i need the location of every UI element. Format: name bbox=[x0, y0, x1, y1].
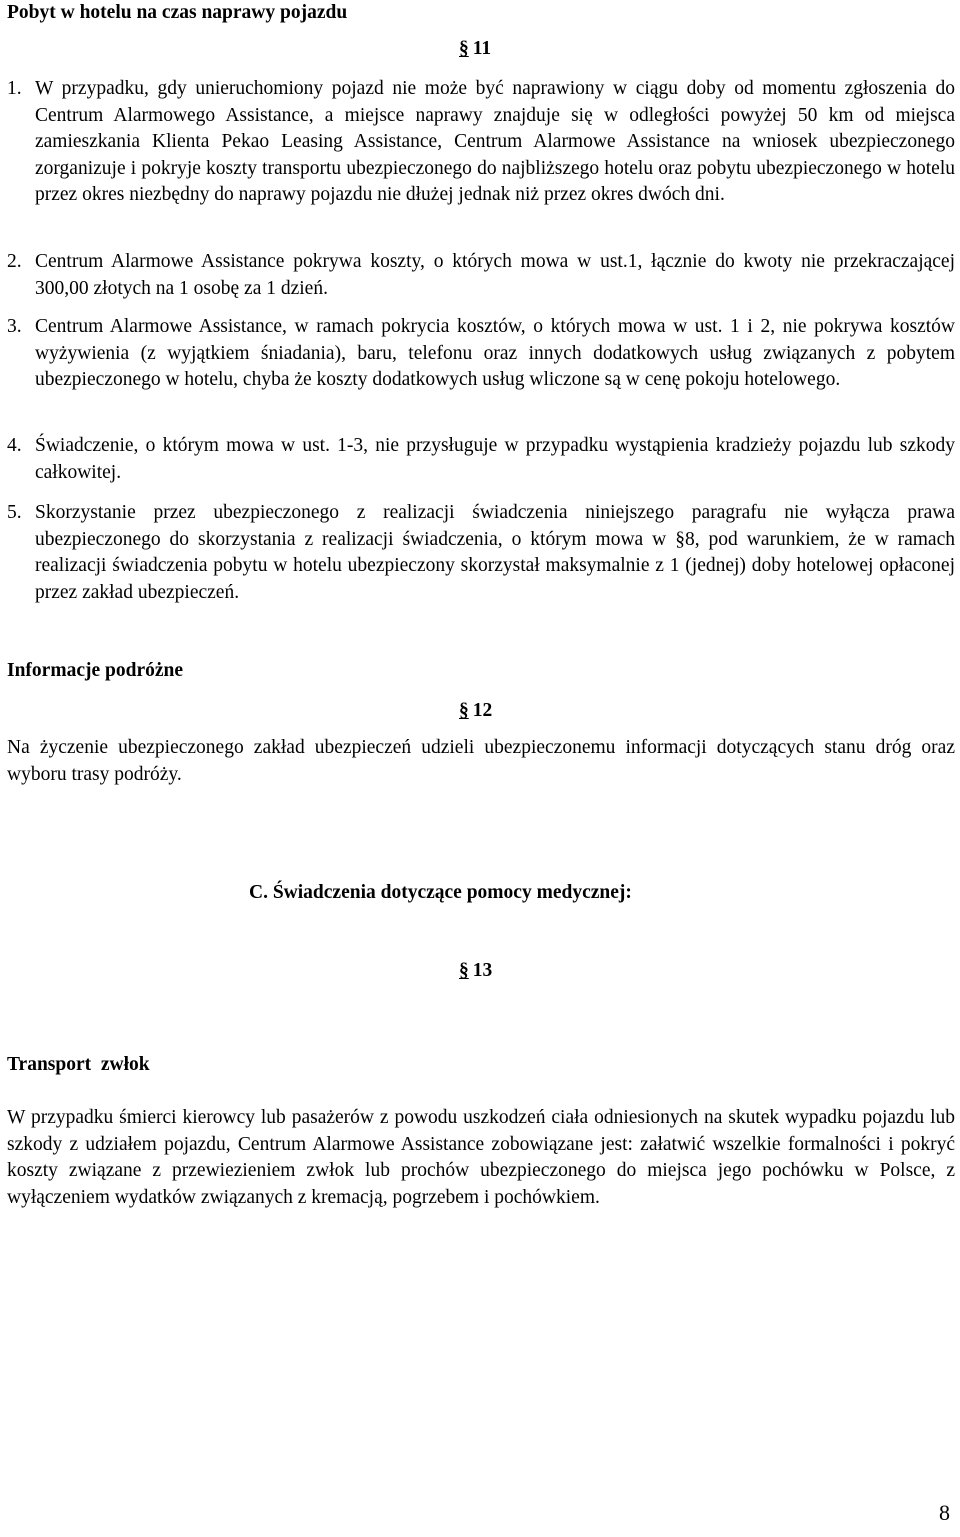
item-text: Centrum Alarmowe Assistance pokrywa koszty, o których mowa w ust.1, łącznie do kwoty nie przekraczającej 300,00 złotych na 1 osobę za 1 dzień. bbox=[35, 251, 955, 299]
list-item bbox=[7, 314, 955, 394]
section-symbol: § bbox=[459, 700, 469, 721]
paragraph-number: 12 bbox=[472, 700, 493, 721]
item-text: W przypadku, gdy unieruchomiony pojazd nie może być naprawiony w ciągu doby od momentu zgłoszenia do Centrum Alarmowego Assistance, a miejsce naprawy znajduje się w odległości powyżej 50 km od miejsca zamieszkania Klienta Pekao Leasing Assistance, Centrum Alarmowe Assistance na wniosek ubezpieczonego zorganizuje i pokryje koszty transportu ubezpieczonego do najbliższego hotelu oraz pobytu ubezpieczonego w hotelu przez okres niezbędny do naprawy pojazdu nie dłużej jednak niż przez okres dwóch dni. bbox=[35, 78, 955, 205]
list-item bbox=[7, 500, 955, 606]
section-symbol: § bbox=[459, 960, 469, 981]
paragraph-number: 13 bbox=[472, 960, 493, 981]
page-number: 8 bbox=[939, 1500, 950, 1525]
paragraph-number: 11 bbox=[472, 38, 492, 59]
list-item bbox=[7, 76, 955, 209]
paragraph-number-12 bbox=[459, 698, 492, 725]
section-symbol: § bbox=[459, 38, 469, 59]
section-title-transport: Transport zwłok bbox=[7, 1054, 150, 1075]
item-number: 1. bbox=[7, 78, 22, 99]
item-number: 4. bbox=[7, 435, 22, 456]
item-text: Skorzystanie przez ubezpieczonego z realizacji świadczenia niniejszego paragrafu nie wyłącza prawa ubezpieczonego do skorzystania z realizacji świadczenia, o którym mowa w §8, pod warunkiem, że w ramach realizacji świadczenia pobytu w hotelu ubezpieczony skorzystał maksymalnie z 1 (jednej) doby hotelowej opłaconej przez zakład ubezpieczeń. bbox=[35, 502, 955, 603]
item-text: Centrum Alarmowe Assistance, w ramach pokrycia kosztów, o których mowa w ust. 1 i 2, nie pokrywa kosztów wyżywienia (z wyjątkiem śniadania), baru, telefonu oraz innych dodatkowych usług związanych z pobytem ubezpieczonego w hotelu, chyba że koszty dodatkowych usług wliczone są w cenę pokoju hotelowego. bbox=[35, 316, 955, 390]
paragraph-number-11 bbox=[459, 36, 491, 63]
section-title-travel: Informacje podróżne bbox=[7, 660, 184, 681]
list-item bbox=[7, 249, 955, 302]
section-heading-medical: C. Świadczenia dotyczące pomocy medycznej: bbox=[249, 882, 632, 903]
transport-paragraph: W przypadku śmierci kierowcy lub pasażerów z powodu uszkodzeń ciała odniesionych na skutek wypadku pojazdu lub szkody z udziałem pojazdu, Centrum Alarmowe Assistance zobowiązane jest: załatwić wszelkie formalności i pokryć koszty związane z przewiezieniem zwłok lub prochów ubezpieczonego do miejsca jego pochówku w Polsce, z wyłączeniem wydatków związanych z kremacją, pogrzebem i pochówkiem. bbox=[7, 1107, 955, 1208]
paragraph-number-13 bbox=[459, 958, 492, 985]
list-item bbox=[7, 433, 955, 486]
item-number: 5. bbox=[7, 502, 22, 523]
item-number: 3. bbox=[7, 316, 22, 337]
travel-paragraph: Na życzenie ubezpieczonego zakład ubezpieczeń udzieli ubezpieczonemu informacji dotyczących stanu dróg oraz wyboru trasy podróży. bbox=[7, 737, 955, 785]
item-number: 2. bbox=[7, 251, 22, 272]
item-text: Świadczenie, o którym mowa w ust. 1-3, nie przysługuje w przypadku wystąpienia kradzieży pojazdu lub szkody całkowitej. bbox=[35, 435, 955, 483]
section-title-hotel: Pobyt w hotelu na czas naprawy pojazdu bbox=[7, 2, 348, 23]
